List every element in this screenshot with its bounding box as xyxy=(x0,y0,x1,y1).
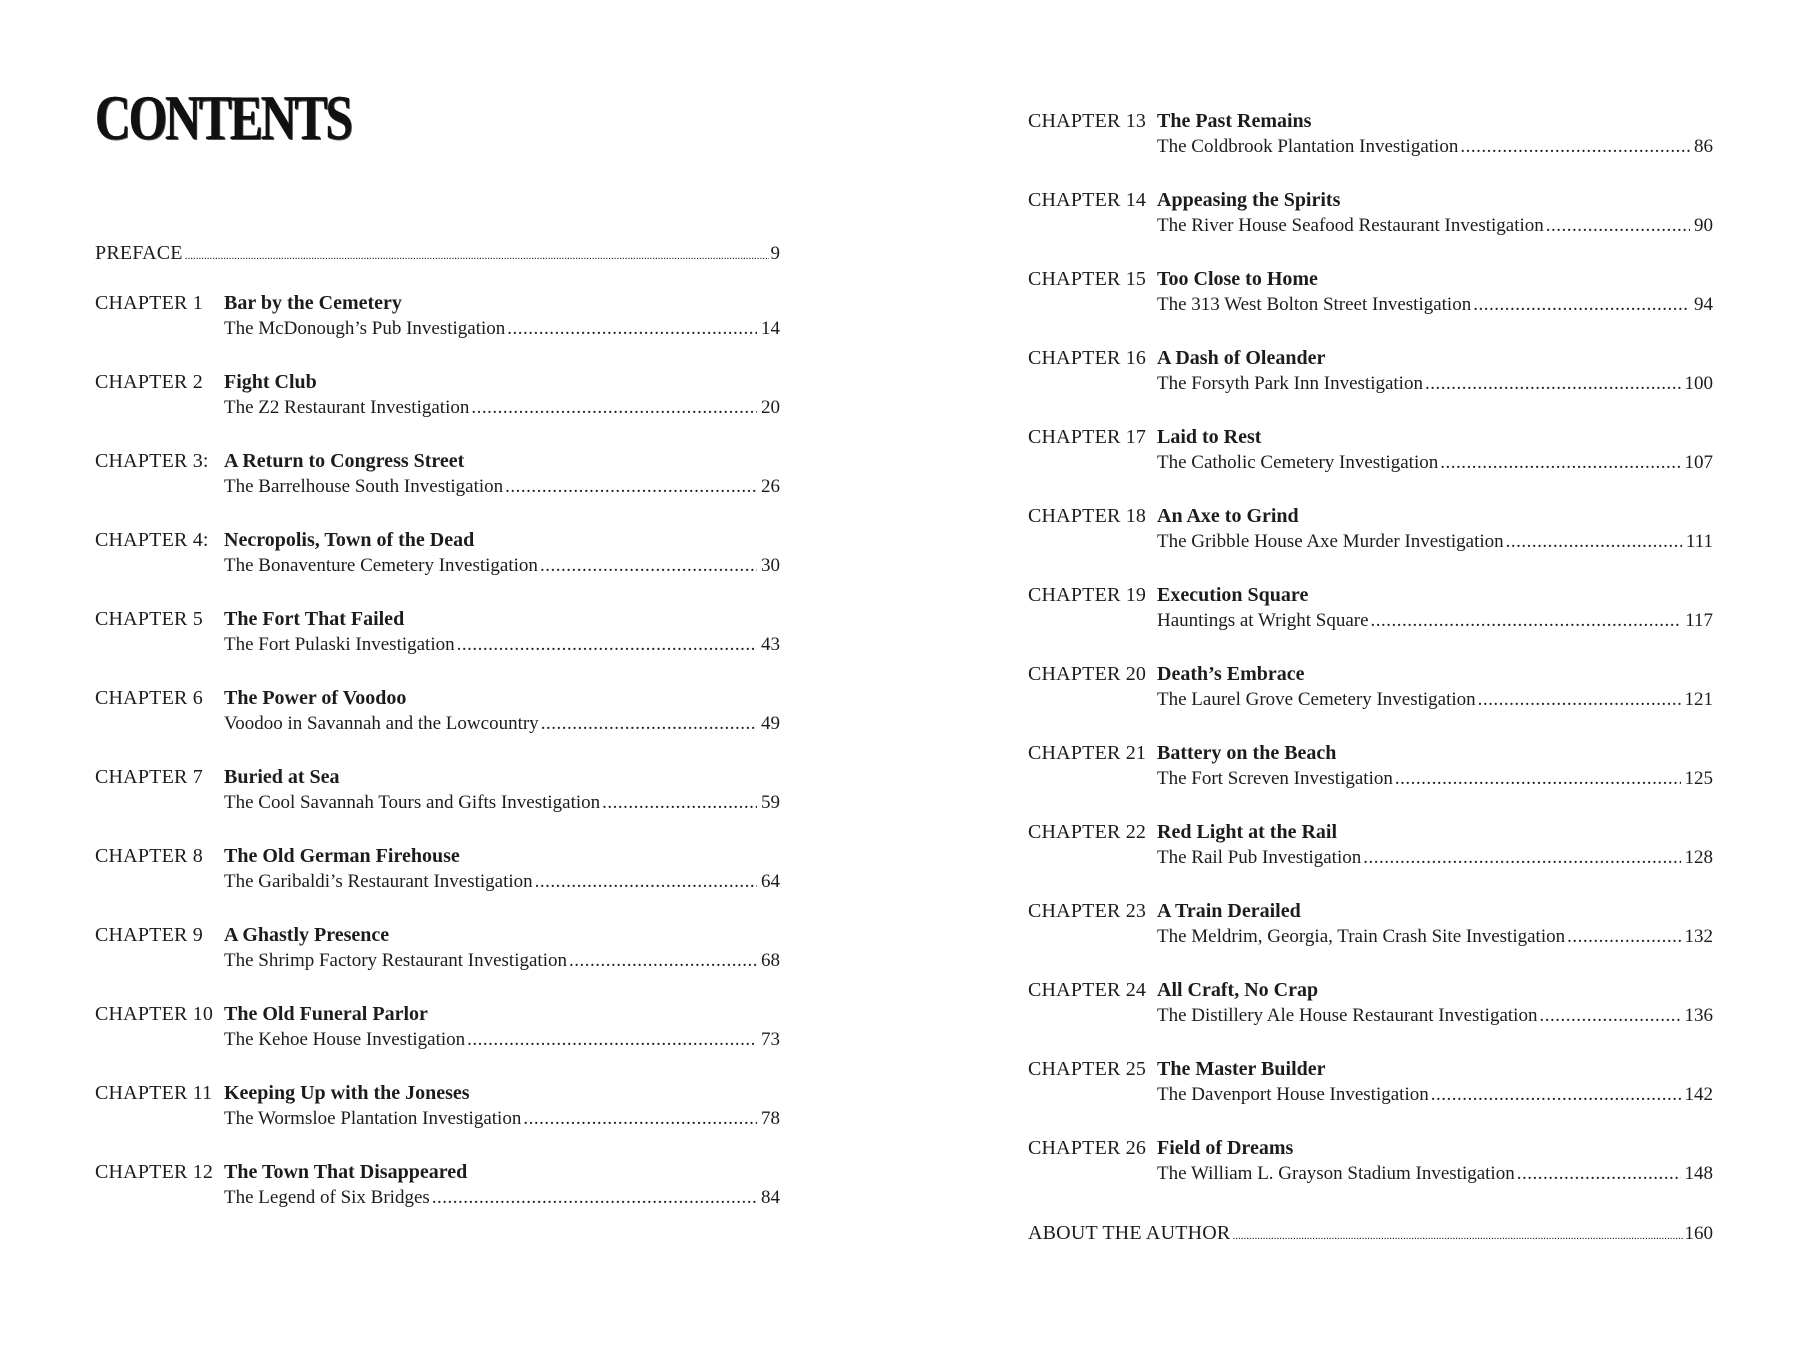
chapter-page: 100 xyxy=(1684,373,1713,394)
chapter-subtitle: The Garibaldi’s Restaurant Investigation xyxy=(224,871,533,892)
chapter-number: CHAPTER 25 xyxy=(1028,1058,1147,1080)
leader-dots xyxy=(432,1187,757,1209)
chapter-page: 111 xyxy=(1685,531,1713,552)
toc-entry xyxy=(95,608,780,664)
chapter-subtitle: The Wormsloe Plantation Investigation xyxy=(224,1108,522,1129)
chapter-heading: The Fort That Failed xyxy=(224,608,405,630)
chapter-subtitle-line xyxy=(1157,610,1713,632)
chapter-page: 90 xyxy=(1694,215,1713,236)
chapter-subtitle-line xyxy=(224,713,780,735)
leader-dots xyxy=(569,950,757,972)
leader-dots xyxy=(467,1029,757,1051)
chapter-heading: Necropolis, Town of the Dead xyxy=(224,529,475,551)
toc-entry xyxy=(1028,189,1713,245)
chapter-page: 136 xyxy=(1684,1005,1713,1026)
toc-entry xyxy=(1028,110,1713,166)
chapter-page: 117 xyxy=(1685,610,1713,631)
chapter-heading: Red Light at the Rail xyxy=(1157,821,1337,843)
chapter-page: 132 xyxy=(1684,926,1713,947)
chapter-heading: The Power of Voodoo xyxy=(224,687,407,709)
chapter-subtitle-line xyxy=(1157,689,1713,711)
chapter-heading: Battery on the Beach xyxy=(1157,742,1337,764)
chapter-subtitle-line xyxy=(1157,136,1713,158)
chapter-number: CHAPTER 3: xyxy=(95,450,209,472)
leader-dots xyxy=(505,476,757,498)
leader-dots xyxy=(1232,1230,1682,1242)
toc-entry xyxy=(95,1161,780,1217)
leader-dots xyxy=(1363,847,1680,869)
chapter-number: CHAPTER 15 xyxy=(1028,268,1147,290)
chapter-number: CHAPTER 10 xyxy=(95,1003,214,1025)
toc-entry xyxy=(95,529,780,585)
chapter-number: CHAPTER 7 xyxy=(95,766,203,788)
chapter-subtitle-line xyxy=(1157,1005,1713,1027)
chapter-subtitle-line xyxy=(1157,452,1713,474)
chapter-page: 121 xyxy=(1684,689,1713,710)
toc-entry xyxy=(1028,347,1713,403)
chapter-subtitle: The Fort Pulaski Investigation xyxy=(224,634,455,655)
chapter-subtitle-line xyxy=(224,871,780,893)
chapter-page: 20 xyxy=(761,397,780,418)
preface-entry xyxy=(95,242,780,265)
preface-page: 9 xyxy=(770,243,780,264)
chapter-subtitle-line xyxy=(1157,926,1713,948)
chapter-subtitle: The Rail Pub Investigation xyxy=(1157,847,1362,868)
chapter-number: CHAPTER 17 xyxy=(1028,426,1147,448)
leader-dots xyxy=(1371,610,1682,632)
chapter-number: CHAPTER 21 xyxy=(1028,742,1147,764)
about-author-label: ABOUT THE AUTHOR xyxy=(1028,1222,1231,1244)
toc-entry xyxy=(1028,821,1713,877)
toc-entry xyxy=(1028,1058,1713,1114)
chapter-number: CHAPTER 18 xyxy=(1028,505,1147,527)
toc-entry xyxy=(1028,663,1713,719)
toc-entry xyxy=(1028,1137,1713,1193)
leader-dots xyxy=(1425,373,1681,395)
chapter-subtitle-line xyxy=(224,792,780,814)
chapter-subtitle: The William L. Grayson Stadium Investigation xyxy=(1157,1163,1515,1184)
leader-dots xyxy=(457,634,757,656)
chapter-heading: Keeping Up with the Joneses xyxy=(224,1082,470,1104)
chapter-subtitle: The Shrimp Factory Restaurant Investigation xyxy=(224,950,567,971)
leader-dots xyxy=(1517,1163,1681,1185)
chapter-heading: Laid to Rest xyxy=(1157,426,1262,448)
chapter-heading: The Past Remains xyxy=(1157,110,1312,132)
chapter-subtitle-line xyxy=(224,950,780,972)
chapter-subtitle-line xyxy=(224,1029,780,1051)
chapter-page: 59 xyxy=(761,792,780,813)
chapter-number: CHAPTER 8 xyxy=(95,845,203,867)
chapter-number: CHAPTER 19 xyxy=(1028,584,1147,606)
chapter-heading: Buried at Sea xyxy=(224,766,340,788)
about-author-entry xyxy=(1028,1222,1713,1245)
toc-entry xyxy=(95,292,780,348)
chapter-subtitle: The Kehoe House Investigation xyxy=(224,1029,466,1050)
leader-dots xyxy=(540,555,757,577)
toc-entry xyxy=(95,1003,780,1059)
chapter-heading: The Old German Firehouse xyxy=(224,845,460,867)
chapter-heading: An Axe to Grind xyxy=(1157,505,1299,527)
toc-entry xyxy=(95,766,780,822)
leader-dots xyxy=(541,713,757,735)
leader-dots xyxy=(1440,452,1680,474)
chapter-number: CHAPTER 11 xyxy=(95,1082,213,1104)
chapter-page: 86 xyxy=(1694,136,1713,157)
chapter-subtitle: The Davenport House Investigation xyxy=(1157,1084,1429,1105)
chapter-page: 43 xyxy=(761,634,780,655)
chapter-subtitle-line xyxy=(1157,1163,1713,1185)
toc-entry xyxy=(1028,268,1713,324)
chapter-number: CHAPTER 20 xyxy=(1028,663,1147,685)
chapter-subtitle: The Legend of Six Bridges xyxy=(224,1187,430,1208)
chapter-page: 26 xyxy=(761,476,780,497)
chapter-subtitle-line xyxy=(1157,531,1713,553)
chapter-subtitle-line xyxy=(224,1187,780,1209)
chapter-number: CHAPTER 14 xyxy=(1028,189,1147,211)
chapter-heading: Death’s Embrace xyxy=(1157,663,1305,685)
chapter-heading: The Old Funeral Parlor xyxy=(224,1003,428,1025)
toc-entry xyxy=(95,450,780,506)
chapter-subtitle: The Z2 Restaurant Investigation xyxy=(224,397,470,418)
chapter-subtitle: The River House Seafood Restaurant Investigation xyxy=(1157,215,1544,236)
toc-entry xyxy=(95,845,780,901)
leader-dots xyxy=(507,318,757,340)
chapter-page: 107 xyxy=(1684,452,1713,473)
chapter-subtitle: The Distillery Ale House Restaurant Investigation xyxy=(1157,1005,1538,1026)
leader-dots xyxy=(1395,768,1681,790)
chapter-subtitle: The Coldbrook Plantation Investigation xyxy=(1157,136,1459,157)
contents-title: CONTENTS xyxy=(95,82,351,153)
toc-entry xyxy=(95,687,780,743)
chapter-page: 49 xyxy=(761,713,780,734)
chapter-page: 125 xyxy=(1684,768,1713,789)
chapter-subtitle: The Laurel Grove Cemetery Investigation xyxy=(1157,689,1476,710)
toc-entry xyxy=(1028,900,1713,956)
chapter-heading: Too Close to Home xyxy=(1157,268,1318,290)
chapter-subtitle: Hauntings at Wright Square xyxy=(1157,610,1369,631)
chapter-subtitle-line xyxy=(1157,768,1713,790)
chapter-page: 14 xyxy=(761,318,780,339)
chapter-subtitle-line xyxy=(224,555,780,577)
chapter-number: CHAPTER 26 xyxy=(1028,1137,1147,1159)
chapter-heading: Appeasing the Spirits xyxy=(1157,189,1341,211)
chapter-subtitle: The Fort Screven Investigation xyxy=(1157,768,1393,789)
chapter-number: CHAPTER 24 xyxy=(1028,979,1147,1001)
toc-entry xyxy=(1028,742,1713,798)
chapter-number: CHAPTER 1 xyxy=(95,292,203,314)
chapter-number: CHAPTER 6 xyxy=(95,687,203,709)
chapter-subtitle-line xyxy=(224,634,780,656)
chapter-heading: Fight Club xyxy=(224,371,317,393)
leader-dots xyxy=(1431,1084,1681,1106)
chapter-subtitle: Voodoo in Savannah and the Lowcountry xyxy=(224,713,539,734)
chapter-number: CHAPTER 13 xyxy=(1028,110,1147,132)
chapter-heading: Bar by the Cemetery xyxy=(224,292,402,314)
leader-dots xyxy=(523,1108,757,1130)
chapter-page: 94 xyxy=(1694,294,1713,315)
chapter-number: CHAPTER 22 xyxy=(1028,821,1147,843)
chapter-subtitle: The Catholic Cemetery Investigation xyxy=(1157,452,1439,473)
chapter-number: CHAPTER 23 xyxy=(1028,900,1147,922)
leader-dots xyxy=(1473,294,1690,316)
leader-dots xyxy=(1478,689,1681,711)
chapter-subtitle-line xyxy=(224,318,780,340)
toc-entry xyxy=(95,371,780,427)
chapter-subtitle-line xyxy=(224,476,780,498)
chapter-subtitle-line xyxy=(1157,847,1713,869)
chapter-heading: The Town That Disappeared xyxy=(224,1161,468,1183)
chapter-heading: A Return to Congress Street xyxy=(224,450,465,472)
toc-entry xyxy=(95,1082,780,1138)
chapter-page: 142 xyxy=(1684,1084,1713,1105)
leader-dots xyxy=(1539,1005,1680,1027)
about-author-page: 160 xyxy=(1684,1223,1713,1244)
chapter-page: 68 xyxy=(761,950,780,971)
chapter-subtitle: The 313 West Bolton Street Investigation xyxy=(1157,294,1472,315)
chapter-subtitle-line xyxy=(1157,373,1713,395)
chapter-heading: A Ghastly Presence xyxy=(224,924,390,946)
chapter-heading: A Train Derailed xyxy=(1157,900,1301,922)
toc-entry xyxy=(1028,979,1713,1035)
chapter-subtitle-line xyxy=(224,397,780,419)
chapter-heading: All Craft, No Crap xyxy=(1157,979,1319,1001)
chapter-subtitle: The Bonaventure Cemetery Investigation xyxy=(224,555,538,576)
chapter-subtitle-line xyxy=(1157,294,1713,316)
leader-dots xyxy=(602,792,757,814)
chapter-page: 128 xyxy=(1684,847,1713,868)
leader-dots xyxy=(1567,926,1680,948)
leader-dots xyxy=(471,397,757,419)
preface-label: PREFACE xyxy=(95,242,183,264)
leader-dots xyxy=(1506,531,1682,553)
chapter-subtitle: The McDonough’s Pub Investigation xyxy=(224,318,506,339)
chapter-subtitle: The Barrelhouse South Investigation xyxy=(224,476,504,497)
chapter-number: CHAPTER 9 xyxy=(95,924,203,946)
chapter-number: CHAPTER 4: xyxy=(95,529,209,551)
chapter-subtitle: The Forsyth Park Inn Investigation xyxy=(1157,373,1423,394)
chapter-page: 64 xyxy=(761,871,780,892)
chapter-number: CHAPTER 12 xyxy=(95,1161,214,1183)
chapter-page: 148 xyxy=(1684,1163,1713,1184)
chapter-number: CHAPTER 16 xyxy=(1028,347,1147,369)
chapter-subtitle: The Gribble House Axe Murder Investigation xyxy=(1157,531,1504,552)
chapter-subtitle: The Cool Savannah Tours and Gifts Investigation xyxy=(224,792,601,813)
leader-dots xyxy=(1546,215,1690,237)
leader-dots xyxy=(1460,136,1690,158)
chapter-heading: A Dash of Oleander xyxy=(1157,347,1326,369)
chapter-subtitle-line xyxy=(224,1108,780,1130)
leader-dots xyxy=(535,871,757,893)
chapter-heading: Execution Square xyxy=(1157,584,1309,606)
toc-entry xyxy=(1028,584,1713,640)
chapter-subtitle: The Meldrim, Georgia, Train Crash Site Investigation xyxy=(1157,926,1566,947)
chapter-number: CHAPTER 5 xyxy=(95,608,203,630)
chapter-page: 84 xyxy=(761,1187,780,1208)
chapter-page: 73 xyxy=(761,1029,780,1050)
toc-entry xyxy=(1028,505,1713,561)
chapter-page: 30 xyxy=(761,555,780,576)
toc-entry xyxy=(1028,426,1713,482)
chapter-heading: Field of Dreams xyxy=(1157,1137,1294,1159)
chapter-number: CHAPTER 2 xyxy=(95,371,203,393)
leader-dots xyxy=(185,250,769,262)
chapter-heading: The Master Builder xyxy=(1157,1058,1326,1080)
chapter-subtitle-line xyxy=(1157,1084,1713,1106)
chapter-subtitle-line xyxy=(1157,215,1713,237)
chapter-page: 78 xyxy=(761,1108,780,1129)
toc-entry xyxy=(95,924,780,980)
